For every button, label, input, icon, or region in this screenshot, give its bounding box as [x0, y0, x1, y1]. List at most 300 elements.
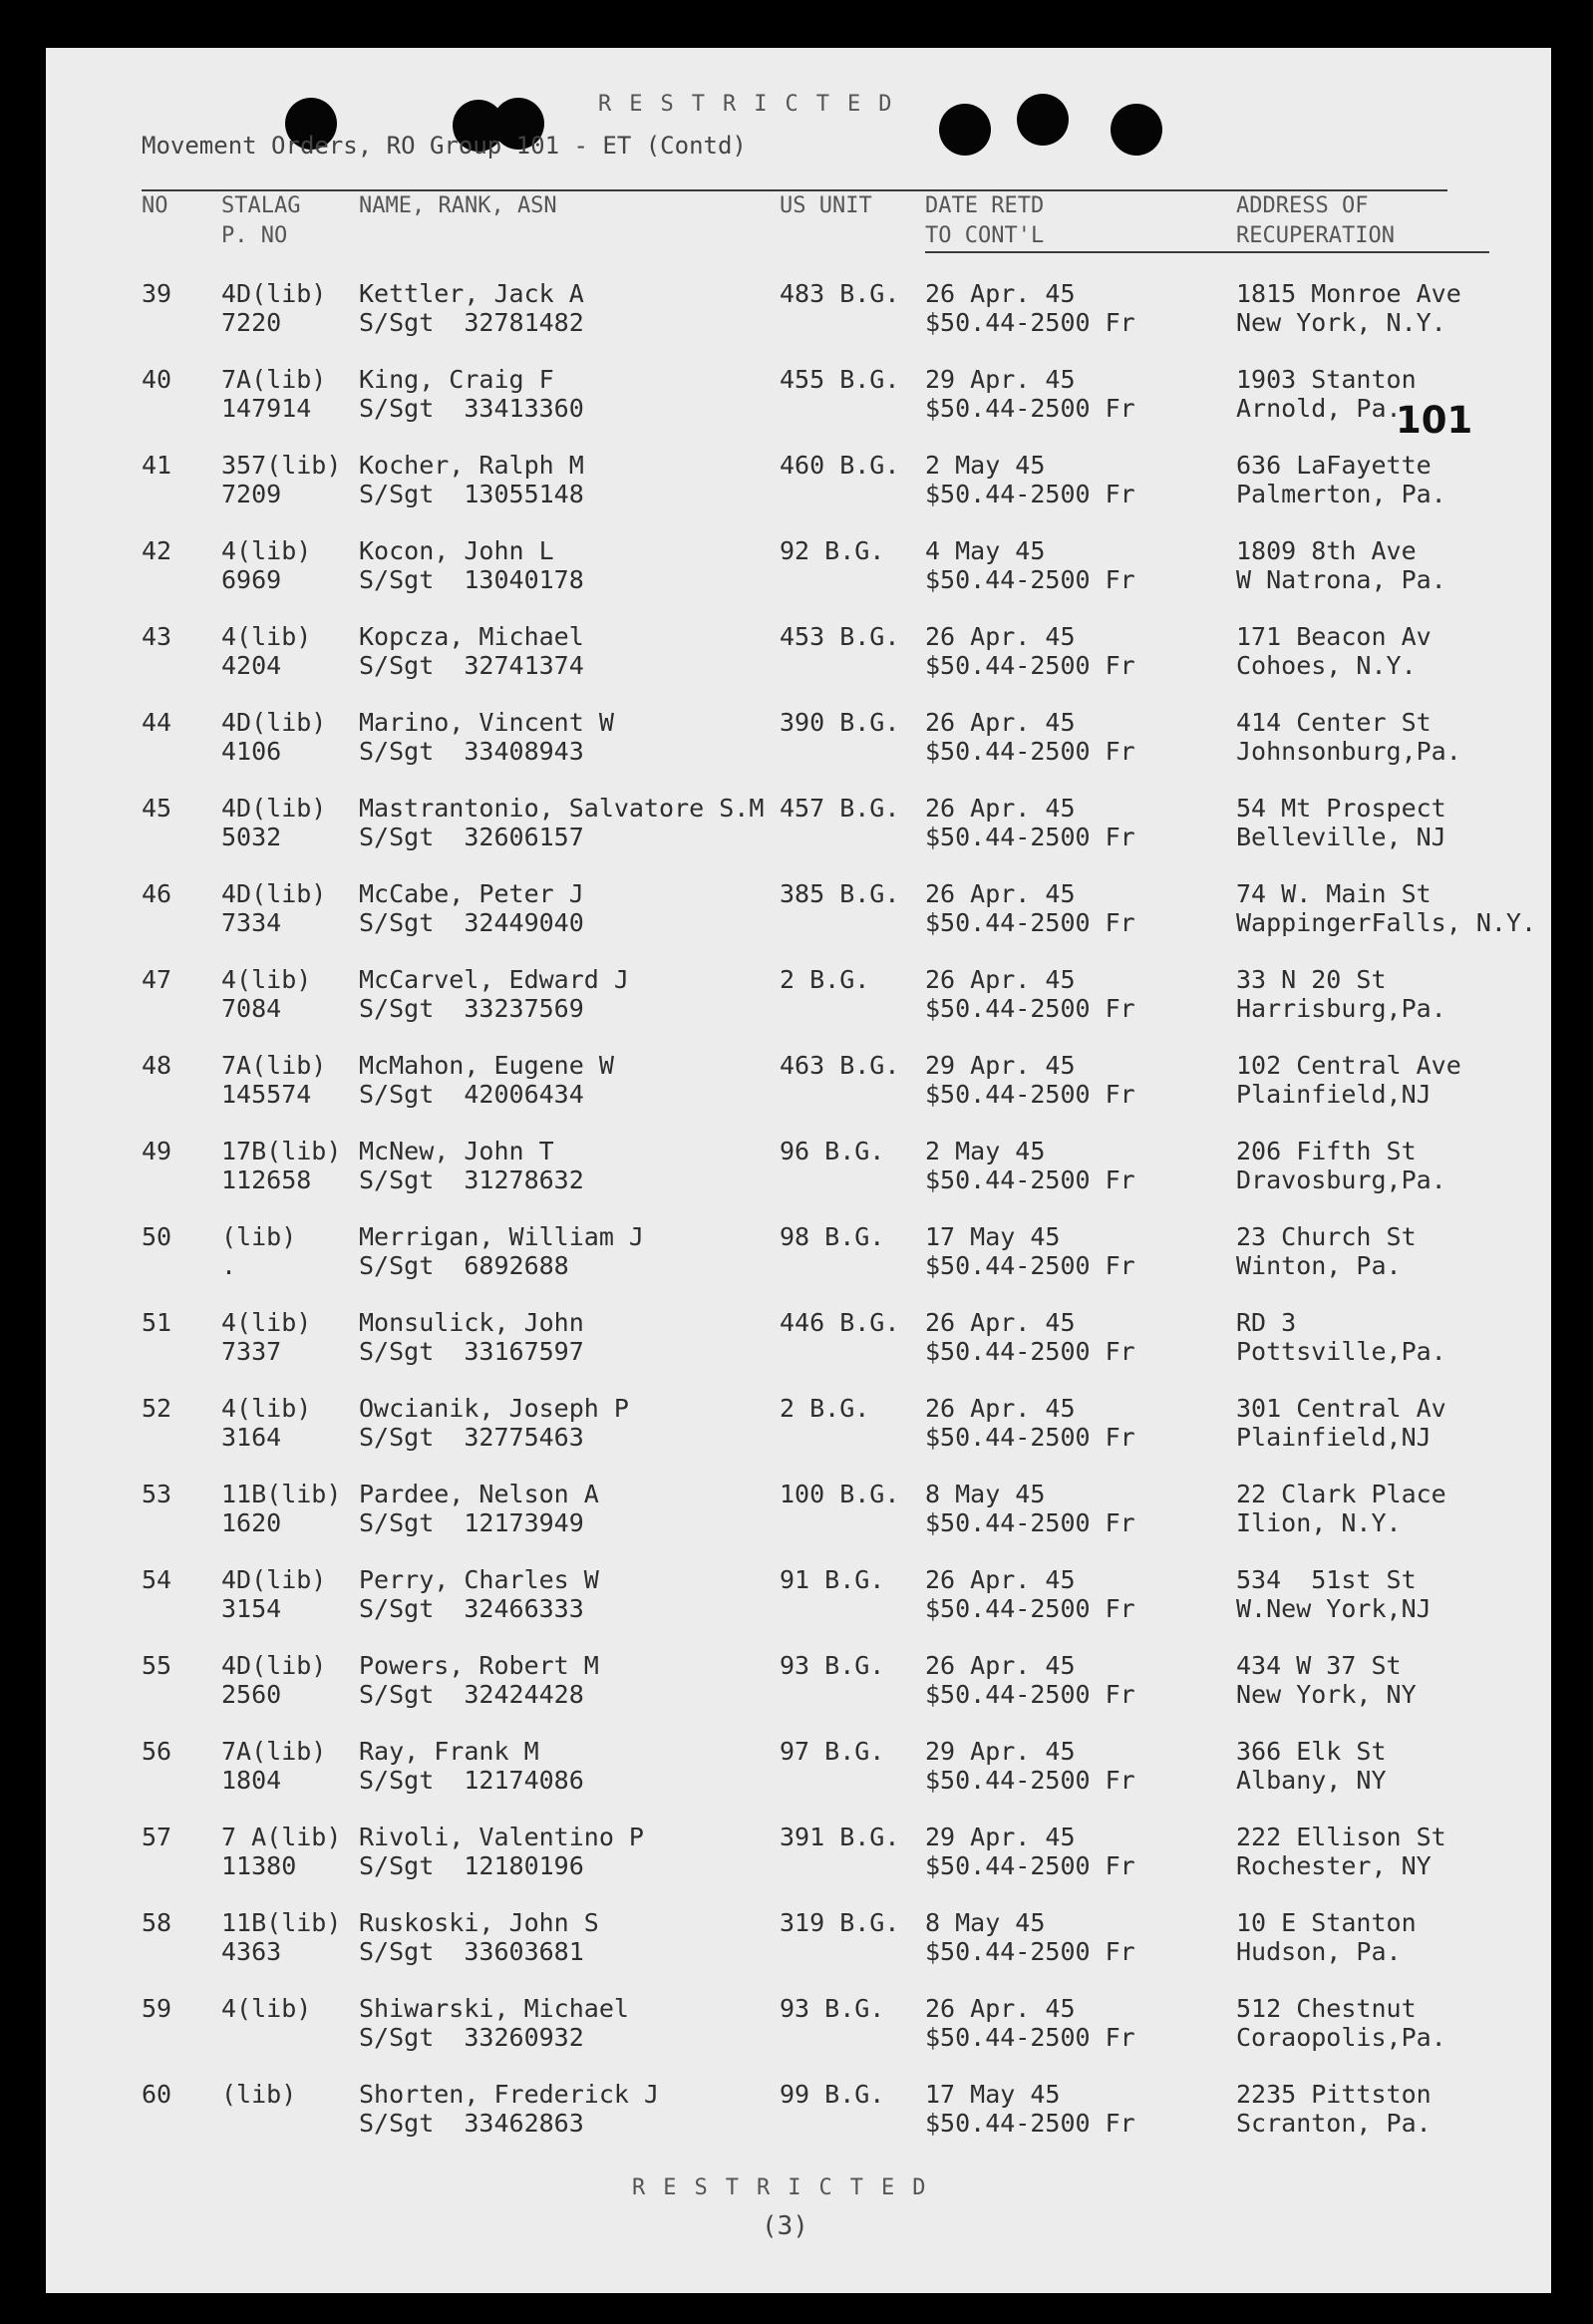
punch-hole-6: [1111, 104, 1162, 156]
table-row: [46, 1480, 1551, 1559]
date-cell-line-2: $50.44-2500 Fr: [925, 2023, 1135, 2052]
name-rank-cell: [359, 879, 584, 937]
name-rank-cell-line-1: Rivoli, Valentino P: [359, 1823, 644, 1851]
row-number: [142, 965, 171, 994]
date-cell-line-1: 17 May 45: [925, 2080, 1061, 2109]
address-cell: [1236, 279, 1461, 337]
date-cell-line-1: 26 Apr. 45: [925, 1394, 1076, 1423]
date-cell: [925, 1137, 1135, 1194]
stalag-cell-line-1: 4D(lib): [221, 794, 327, 823]
unit-cell: [780, 536, 884, 565]
address-cell-line-1: 414 Center St: [1236, 708, 1432, 737]
address-cell-line-2: WappingerFalls, N.Y.: [1236, 908, 1537, 937]
address-cell-line-2: Rochester, NY: [1236, 1851, 1432, 1880]
row-number-line-1: 45: [142, 794, 172, 823]
stalag-cell-line-1: 4(lib): [221, 536, 312, 565]
date-cell: [925, 622, 1135, 680]
name-rank-cell-line-1: Pardee, Nelson A: [359, 1480, 599, 1508]
unit-cell: [780, 708, 899, 737]
address-cell-line-1: 102 Central Ave: [1236, 1051, 1461, 1080]
stalag-cell: [221, 622, 311, 680]
row-number-line-1: 53: [142, 1480, 172, 1508]
stalag-cell-line-1: 4D(lib): [221, 1565, 327, 1594]
stalag-cell: [221, 365, 326, 423]
date-cell-line-1: 8 May 45: [925, 1480, 1046, 1508]
address-cell: [1236, 1994, 1446, 2052]
stalag-cell-line-1: 4D(lib): [221, 879, 327, 908]
stalag-cell-line-2: 11380: [221, 1851, 297, 1880]
col-header-pno: P. NO: [221, 223, 288, 248]
date-cell-line-2: $50.44-2500 Fr: [925, 394, 1135, 423]
stalag-cell-line-1: 7A(lib): [221, 365, 327, 394]
unit-cell: [780, 1823, 899, 1851]
row-number: [142, 1823, 171, 1851]
name-rank-cell: [359, 1480, 599, 1537]
date-cell: [925, 1823, 1135, 1880]
address-cell: [1236, 879, 1536, 937]
table-row: [46, 1137, 1551, 1216]
stalag-cell-line-1: 7A(lib): [221, 1737, 327, 1766]
col-header-unit: US UNIT: [780, 193, 872, 218]
stalag-cell-line-2: 4363: [221, 1937, 282, 1966]
unit-cell-line-1: 92 B.G.: [780, 536, 885, 565]
unit-cell-line-1: 93 B.G.: [780, 1994, 885, 2023]
stalag-cell-line-2: 1620: [221, 1508, 282, 1537]
stalag-cell: [221, 1394, 311, 1452]
stalag-cell-line-2: 3164: [221, 1423, 282, 1452]
row-number-line-1: 60: [142, 2080, 172, 2109]
unit-cell: [780, 1051, 899, 1080]
col-header-address-2: RECUPERATION: [1236, 223, 1395, 248]
name-rank-cell-line-2: S/Sgt 32775463: [359, 1423, 584, 1452]
address-cell: [1236, 1137, 1446, 1194]
row-number-line-1: 51: [142, 1308, 172, 1337]
date-cell-line-1: 26 Apr. 45: [925, 622, 1076, 651]
address-cell-line-2: Dravosburg,Pa.: [1236, 1165, 1446, 1194]
table-row: [46, 1737, 1551, 1817]
date-cell-line-1: 29 Apr. 45: [925, 1051, 1076, 1080]
stalag-cell: [221, 879, 326, 937]
row-number-line-1: 49: [142, 1137, 172, 1165]
name-rank-cell-line-1: Kocher, Ralph M: [359, 451, 584, 480]
name-rank-cell-line-1: Powers, Robert M: [359, 1651, 599, 1680]
address-cell-line-2: Arnold, Pa.: [1236, 394, 1402, 423]
unit-cell: [780, 1480, 899, 1508]
unit-cell: [780, 1222, 884, 1251]
stalag-cell-line-2: 145574: [221, 1080, 312, 1109]
table-row: [46, 622, 1551, 702]
col-header-address: ADDRESS OF: [1236, 193, 1369, 218]
address-cell-line-1: 512 Chestnut: [1236, 1994, 1417, 2023]
address-cell: [1236, 1823, 1446, 1880]
stalag-cell: [221, 1051, 326, 1109]
stalag-cell-line-1: (lib): [221, 1222, 297, 1251]
row-number-line-1: 42: [142, 536, 172, 565]
name-rank-cell: [359, 1308, 584, 1366]
row-number-line-1: 58: [142, 1908, 172, 1937]
date-cell-line-1: 26 Apr. 45: [925, 1308, 1076, 1337]
name-rank-cell-line-2: S/Sgt 33408943: [359, 737, 584, 766]
name-rank-cell-line-2: S/Sgt 12180196: [359, 1851, 584, 1880]
table-row: [46, 365, 1551, 445]
top-security-marking: RESTRICTED: [598, 92, 910, 117]
col-header-stalag: STALAG: [221, 193, 301, 218]
stalag-cell: [221, 279, 326, 337]
stalag-cell-line-1: 4D(lib): [221, 279, 327, 308]
stalag-cell-line-1: 357(lib): [221, 451, 342, 480]
address-cell-line-2: Winton, Pa.: [1236, 1251, 1402, 1280]
address-cell-line-2: Johnsonburg,Pa.: [1236, 737, 1461, 766]
table-row: [46, 1994, 1551, 2074]
name-rank-cell-line-2: S/Sgt 6892688: [359, 1251, 569, 1280]
address-cell: [1236, 622, 1432, 680]
name-rank-cell: [359, 2080, 659, 2138]
date-cell-line-1: 29 Apr. 45: [925, 365, 1076, 394]
row-number: [142, 794, 171, 823]
date-cell-line-1: 29 Apr. 45: [925, 1737, 1076, 1766]
table-row: [46, 794, 1551, 873]
table-row: [46, 1565, 1551, 1645]
unit-cell-line-1: 99 B.G.: [780, 2080, 885, 2109]
address-cell-line-2: New York, NY: [1236, 1680, 1417, 1709]
name-rank-cell: [359, 622, 584, 680]
unit-cell-line-1: 460 B.G.: [780, 451, 900, 480]
date-cell-line-2: $50.44-2500 Fr: [925, 2109, 1135, 2138]
stalag-cell: [221, 794, 326, 851]
stalag-cell-line-1: 7A(lib): [221, 1051, 327, 1080]
punch-hole-5: [1017, 94, 1069, 146]
date-cell-line-2: $50.44-2500 Fr: [925, 1423, 1135, 1452]
row-number-line-1: 40: [142, 365, 172, 394]
name-rank-cell: [359, 1737, 584, 1795]
unit-cell: [780, 1137, 884, 1165]
unit-cell-line-1: 91 B.G.: [780, 1565, 885, 1594]
date-cell-line-2: $50.44-2500 Fr: [925, 1165, 1135, 1194]
row-number: [142, 1908, 171, 1937]
address-cell-line-1: 434 W 37 St: [1236, 1651, 1402, 1680]
name-rank-cell: [359, 708, 614, 766]
date-cell-line-1: 26 Apr. 45: [925, 279, 1076, 308]
address-cell-line-2: New York, N.Y.: [1236, 308, 1446, 337]
name-rank-cell-line-2: S/Sgt 31278632: [359, 1165, 584, 1194]
stalag-cell-line-1: 11B(lib): [221, 1480, 342, 1508]
row-number-line-1: 39: [142, 279, 172, 308]
address-cell-line-2: Palmerton, Pa.: [1236, 480, 1446, 508]
date-cell-line-1: 26 Apr. 45: [925, 1565, 1076, 1594]
date-cell-line-2: $50.44-2500 Fr: [925, 1251, 1135, 1280]
unit-cell: [780, 1908, 899, 1937]
stalag-cell-line-2: 1804: [221, 1766, 282, 1795]
date-cell-line-1: 8 May 45: [925, 1908, 1046, 1937]
stalag-cell-line-2: 112658: [221, 1165, 312, 1194]
row-number-line-1: 55: [142, 1651, 172, 1680]
date-cell: [925, 1737, 1135, 1795]
stalag-cell-line-2: 5032: [221, 823, 282, 851]
name-rank-cell-line-1: Marino, Vincent W: [359, 708, 614, 737]
address-cell: [1236, 1308, 1446, 1366]
unit-cell: [780, 965, 869, 994]
stalag-cell-line-1: 4(lib): [221, 1394, 312, 1423]
stalag-cell: [221, 1823, 341, 1880]
stalag-cell: [221, 1480, 341, 1537]
address-cell-line-1: 171 Beacon Av: [1236, 622, 1432, 651]
unit-cell-line-1: 446 B.G.: [780, 1308, 900, 1337]
unit-cell-line-1: 98 B.G.: [780, 1222, 885, 1251]
row-number: [142, 1651, 171, 1680]
address-cell-line-1: 54 Mt Prospect: [1236, 794, 1446, 823]
unit-cell-line-1: 96 B.G.: [780, 1137, 885, 1165]
date-cell: [925, 965, 1135, 1023]
address-cell-line-1: 2235 Pittston: [1236, 2080, 1432, 2109]
row-number: [142, 1994, 171, 2023]
address-cell-line-1: 74 W. Main St: [1236, 879, 1432, 908]
address-cell: [1236, 2080, 1432, 2138]
unit-cell: [780, 1565, 884, 1594]
address-cell: [1236, 536, 1446, 594]
name-rank-cell: [359, 1137, 584, 1194]
col-header-date: DATE RETD: [925, 193, 1045, 218]
name-rank-cell-line-2: S/Sgt 33237569: [359, 994, 584, 1023]
date-cell-line-2: $50.44-2500 Fr: [925, 994, 1135, 1023]
stalag-cell-line-2: 7334: [221, 908, 282, 937]
address-cell: [1236, 1737, 1387, 1795]
stalag-cell-line-2: 3154: [221, 1594, 282, 1623]
table-row: [46, 965, 1551, 1045]
date-cell-line-1: 26 Apr. 45: [925, 1994, 1076, 2023]
name-rank-cell: [359, 365, 584, 423]
address-cell-line-1: 636 LaFayette: [1236, 451, 1432, 480]
address-cell-line-1: 33 N 20 St: [1236, 965, 1387, 994]
date-cell-line-1: 26 Apr. 45: [925, 1651, 1076, 1680]
date-cell: [925, 279, 1135, 337]
row-number-line-1: 57: [142, 1823, 172, 1851]
stalag-cell: [221, 1565, 326, 1623]
stalag-cell-line-2: 2560: [221, 1680, 282, 1709]
col-header-date-2: TO CONT'L: [925, 223, 1045, 248]
col-header-no: NO: [142, 193, 168, 218]
stalag-cell-line-2: 6969: [221, 565, 282, 594]
date-cell-line-1: 29 Apr. 45: [925, 1823, 1076, 1851]
row-number: [142, 1565, 171, 1594]
unit-cell-line-1: 93 B.G.: [780, 1651, 885, 1680]
address-cell: [1236, 1480, 1446, 1537]
name-rank-cell-line-1: Shiwarski, Michael: [359, 1994, 629, 2023]
address-cell: [1236, 1908, 1417, 1966]
stalag-cell-line-1: 4(lib): [221, 965, 312, 994]
date-cell-line-2: $50.44-2500 Fr: [925, 1594, 1135, 1623]
name-rank-cell-line-1: Ruskoski, John S: [359, 1908, 599, 1937]
stalag-cell-line-1: 4(lib): [221, 622, 312, 651]
name-rank-cell-line-1: Kocon, John L: [359, 536, 554, 565]
name-rank-cell-line-1: Monsulick, John: [359, 1308, 584, 1337]
date-cell-line-1: 17 May 45: [925, 1222, 1061, 1251]
stalag-cell-line-1: (lib): [221, 2080, 297, 2109]
address-cell-line-1: 22 Clark Place: [1236, 1480, 1446, 1508]
unit-cell-line-1: 483 B.G.: [780, 279, 900, 308]
address-cell: [1236, 451, 1446, 508]
unit-cell-line-1: 391 B.G.: [780, 1823, 900, 1851]
name-rank-cell-line-1: King, Craig F: [359, 365, 554, 394]
stalag-cell: [221, 1737, 326, 1795]
unit-cell-line-1: 453 B.G.: [780, 622, 900, 651]
stalag-cell: [221, 1651, 326, 1709]
row-number-line-1: 41: [142, 451, 172, 480]
address-cell-line-2: Cohoes, N.Y.: [1236, 651, 1417, 680]
address-cell-line-2: Scranton, Pa.: [1236, 2109, 1432, 2138]
date-cell-line-2: $50.44-2500 Fr: [925, 480, 1135, 508]
address-cell-line-2: W.New York,NJ: [1236, 1594, 1432, 1623]
address-cell-line-2: W Natrona, Pa.: [1236, 565, 1446, 594]
date-cell-line-2: $50.44-2500 Fr: [925, 1680, 1135, 1709]
date-cell: [925, 1394, 1135, 1452]
name-rank-cell-line-2: S/Sgt 33413360: [359, 394, 584, 423]
date-cell-line-2: $50.44-2500 Fr: [925, 908, 1135, 937]
row-number: [142, 536, 171, 565]
date-cell: [925, 451, 1135, 508]
row-number: [142, 1480, 171, 1508]
address-cell: [1236, 794, 1446, 851]
address-cell-line-1: 1815 Monroe Ave: [1236, 279, 1461, 308]
date-cell-line-2: $50.44-2500 Fr: [925, 823, 1135, 851]
date-cell-line-1: 26 Apr. 45: [925, 708, 1076, 737]
unit-cell-line-1: 457 B.G.: [780, 794, 900, 823]
page-stamp-number: 101: [1396, 399, 1473, 442]
table-row: [46, 1222, 1551, 1302]
name-rank-cell: [359, 279, 584, 337]
date-cell-line-2: $50.44-2500 Fr: [925, 565, 1135, 594]
address-cell-line-2: Ilion, N.Y.: [1236, 1508, 1402, 1537]
stalag-cell-line-1: 4D(lib): [221, 708, 327, 737]
stalag-cell-line-1: 17B(lib): [221, 1137, 342, 1165]
name-rank-cell-line-2: S/Sgt 33462863: [359, 2109, 584, 2138]
stalag-cell-line-1: 4D(lib): [221, 1651, 327, 1680]
row-number: [142, 279, 171, 308]
date-cell-line-1: 2 May 45: [925, 451, 1046, 480]
date-cell-line-2: $50.44-2500 Fr: [925, 1508, 1135, 1537]
date-cell: [925, 536, 1135, 594]
address-cell: [1236, 708, 1461, 766]
name-rank-cell: [359, 1051, 614, 1109]
address-cell-line-1: 534 51st St: [1236, 1565, 1417, 1594]
name-rank-cell: [359, 1908, 599, 1966]
address-cell-line-2: Harrisburg,Pa.: [1236, 994, 1446, 1023]
unit-cell-line-1: 319 B.G.: [780, 1908, 900, 1937]
name-rank-cell-line-2: S/Sgt 33603681: [359, 1937, 584, 1966]
table-row: [46, 1908, 1551, 1988]
address-cell-line-2: Belleville, NJ: [1236, 823, 1446, 851]
date-cell: [925, 1994, 1135, 2052]
unit-cell-line-1: 463 B.G.: [780, 1051, 900, 1080]
address-cell-line-2: Albany, NY: [1236, 1766, 1387, 1795]
address-cell-line-2: Plainfield,NJ: [1236, 1423, 1432, 1452]
table-row: [46, 879, 1551, 959]
name-rank-cell-line-1: Perry, Charles W: [359, 1565, 599, 1594]
address-cell-line-2: Plainfield,NJ: [1236, 1080, 1432, 1109]
name-rank-cell: [359, 965, 629, 1023]
date-cell-line-1: 26 Apr. 45: [925, 879, 1076, 908]
row-number: [142, 1308, 171, 1337]
unit-cell-line-1: 100 B.G.: [780, 1480, 900, 1508]
name-rank-cell-line-2: S/Sgt 13055148: [359, 480, 584, 508]
document-page: [46, 48, 1551, 2293]
bottom-security-marking: RESTRICTED: [632, 2175, 944, 2200]
stalag-cell-line-2: 147914: [221, 394, 312, 423]
name-rank-cell-line-1: Merrigan, William J: [359, 1222, 644, 1251]
row-number-line-1: 54: [142, 1565, 172, 1594]
unit-cell: [780, 1737, 884, 1766]
table-row: [46, 2080, 1551, 2159]
table-row: [46, 1051, 1551, 1131]
stalag-cell: [221, 2080, 296, 2109]
address-cell: [1236, 965, 1446, 1023]
unit-cell: [780, 794, 899, 823]
stalag-cell: [221, 1994, 311, 2023]
address-cell-line-1: 301 Central Av: [1236, 1394, 1446, 1423]
row-number: [142, 708, 171, 737]
name-rank-cell-line-2: S/Sgt 32781482: [359, 308, 584, 337]
row-number-line-1: 43: [142, 622, 172, 651]
date-cell-line-2: $50.44-2500 Fr: [925, 651, 1135, 680]
address-cell-line-1: 23 Church St: [1236, 1222, 1417, 1251]
name-rank-cell-line-2: S/Sgt 12174086: [359, 1766, 584, 1795]
stalag-cell-line-2: 4106: [221, 737, 282, 766]
unit-cell: [780, 1651, 884, 1680]
row-number: [142, 451, 171, 480]
table-row: [46, 708, 1551, 788]
stalag-cell: [221, 536, 311, 594]
date-cell: [925, 1308, 1135, 1366]
name-rank-cell-line-2: S/Sgt 33260932: [359, 2023, 584, 2052]
stalag-cell-line-1: 11B(lib): [221, 1908, 342, 1937]
date-cell-line-2: $50.44-2500 Fr: [925, 1337, 1135, 1366]
name-rank-cell-line-1: Shorten, Frederick J: [359, 2080, 660, 2109]
name-rank-cell: [359, 1994, 629, 2052]
stalag-cell: [221, 1137, 341, 1194]
name-rank-cell-line-1: Kettler, Jack A: [359, 279, 584, 308]
punch-hole-4: [939, 104, 991, 156]
row-number: [142, 1394, 171, 1423]
unit-cell: [780, 451, 899, 480]
row-number-line-1: 46: [142, 879, 172, 908]
table-row: [46, 1394, 1551, 1474]
row-number: [142, 2080, 171, 2109]
name-rank-cell-line-2: S/Sgt 32606157: [359, 823, 584, 851]
row-number-line-1: 50: [142, 1222, 172, 1251]
unit-cell: [780, 622, 899, 651]
date-cell-line-2: $50.44-2500 Fr: [925, 1937, 1135, 1966]
date-cell: [925, 794, 1135, 851]
address-cell-line-1: 10 E Stanton: [1236, 1908, 1417, 1937]
unit-cell-line-1: 97 B.G.: [780, 1737, 885, 1766]
date-cell: [925, 1480, 1135, 1537]
date-cell: [925, 879, 1135, 937]
stalag-cell-line-2: 7084: [221, 994, 282, 1023]
row-number: [142, 879, 171, 908]
stalag-cell-line-2: 7220: [221, 308, 282, 337]
unit-cell: [780, 2080, 884, 2109]
date-cell-line-2: $50.44-2500 Fr: [925, 1851, 1135, 1880]
address-cell: [1236, 1394, 1446, 1452]
stalag-cell: [221, 451, 341, 508]
name-rank-cell-line-1: Owcianik, Joseph P: [359, 1394, 629, 1423]
stalag-cell: [221, 1908, 341, 1966]
name-rank-cell: [359, 536, 584, 594]
name-rank-cell: [359, 1565, 599, 1623]
row-number: [142, 622, 171, 651]
date-cell-line-2: $50.44-2500 Fr: [925, 1766, 1135, 1795]
name-rank-cell-line-2: S/Sgt 33167597: [359, 1337, 584, 1366]
address-cell: [1236, 1051, 1461, 1109]
